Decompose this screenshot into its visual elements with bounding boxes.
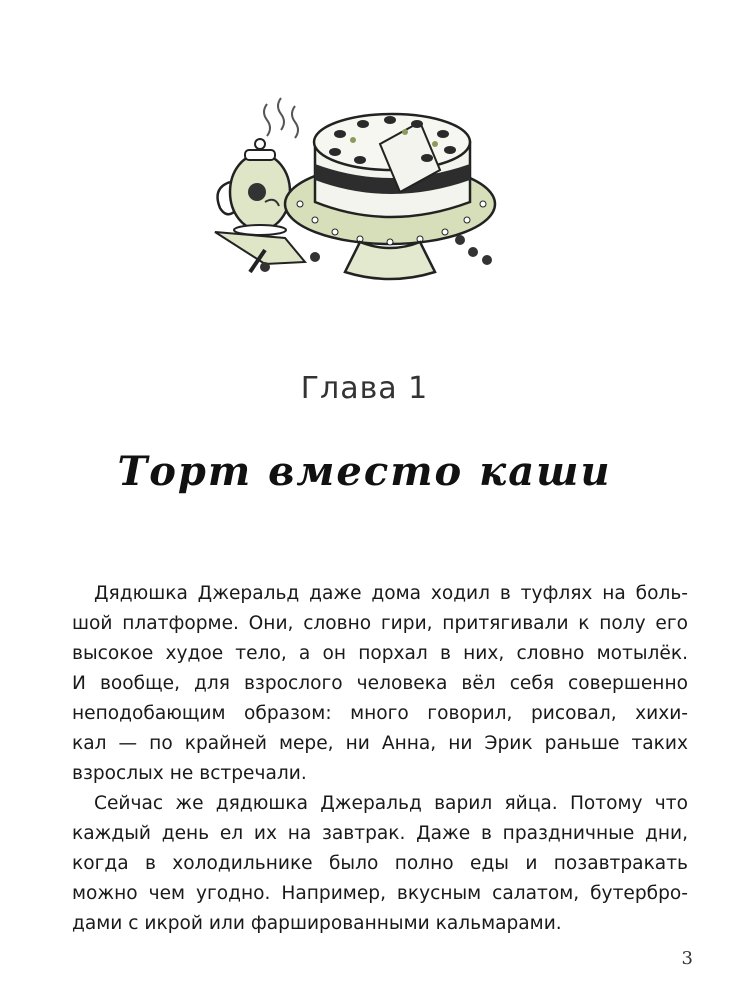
chapter-number: Глава 1 <box>300 371 429 406</box>
text-line: каждый день ел их на завтрак. Даже в праздничные дни, <box>72 823 688 844</box>
paragraph <box>72 789 688 939</box>
text-line: взрослых не встречали. <box>72 763 307 784</box>
teapot-icon <box>218 139 290 235</box>
text-line: высокое худое тело, а он порхал в них, словно мотылёк. <box>72 643 688 664</box>
text-line: Сейчас же дядюшка Джеральд варил яйца. Потому что <box>94 793 688 814</box>
cake-server-icon <box>215 232 320 272</box>
steam-icon <box>264 98 298 138</box>
text-line: неподобающим образом: много говорил, рисовал, хихи- <box>72 703 688 724</box>
text-line: дами с икрой или фаршированными кальмарами. <box>72 913 562 934</box>
text-line: можно чем угодно. Например, вкусным салатом, бутербро- <box>72 883 688 904</box>
text-line: И вообще, для взрослого человека вёл себя совершенно <box>72 673 688 694</box>
cake-icon <box>314 114 470 217</box>
text-line: шой платформе. Они, словно гири, притягивали к полу его <box>72 613 688 634</box>
chapter-title: Торт вместо каши <box>117 448 612 495</box>
page-number: 3 <box>681 948 693 969</box>
text-line: когда в холодильнике было полно еды и позавтракать <box>72 853 688 874</box>
text-line: Дядюшка Джеральд даже дома ходил в туфлях на боль- <box>94 583 688 604</box>
text-line: кал — по крайней мере, ни Анна, ни Эрик раньше таких <box>72 733 688 754</box>
paragraph <box>72 579 688 789</box>
cake-illustration <box>205 92 515 287</box>
body-text <box>72 579 688 939</box>
